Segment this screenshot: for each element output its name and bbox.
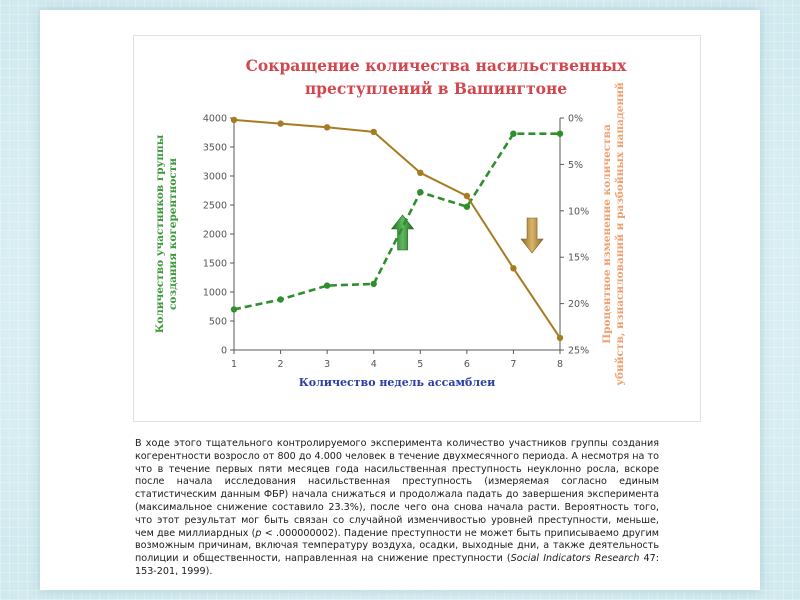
- right-y-tick-label: 25%: [568, 345, 590, 357]
- caption-paragraph: [135, 438, 659, 579]
- right-y-tick-label: 20%: [568, 299, 590, 311]
- data-point-participants: [557, 131, 563, 137]
- caption-journal: Social Indicators Research: [510, 553, 640, 565]
- data-point-participants: [417, 189, 423, 195]
- left-y-tick-label: 3500: [202, 142, 227, 154]
- data-point-crime-change: [277, 120, 283, 126]
- right-y-ticks: [560, 114, 589, 357]
- left-y-tick-label: 0: [220, 345, 227, 357]
- right-y-tick-label: 15%: [568, 252, 590, 264]
- data-point-participants: [464, 204, 470, 210]
- left-y-tick-label: 1500: [202, 258, 227, 270]
- x-ticks: [231, 350, 563, 370]
- left-y-label-line-2: создания когерентности: [167, 157, 179, 311]
- series-line-participants: [234, 134, 560, 310]
- right-y-tick-label: 5%: [568, 159, 584, 171]
- data-point-participants: [231, 306, 237, 312]
- x-tick-label: 3: [324, 359, 331, 370]
- left-y-tick-label: 2500: [202, 200, 227, 212]
- left-y-tick-label: 3000: [202, 171, 227, 183]
- data-point-participants: [510, 131, 516, 137]
- data-point-crime-change: [557, 335, 563, 341]
- left-y-label-group: [154, 134, 179, 333]
- left-y-tick-label: 1000: [202, 287, 227, 299]
- data-point-participants: [277, 296, 283, 302]
- chart-title-line-1: Сокращение количества насильственных: [245, 56, 627, 75]
- caption-text-1: В ходе этого тщательного контролируемого эксперимента количество участников группы создания когерентности возросло от 800 до 4.000 человек в течение двухмесячного периода. А несмотря на то что в течение первых пяти месяцев года насильственная преступность неуклонно росла, вскоре после начала исследования насильственная преступность (измеряемая согласно единым статистическим данным ФБР) начала снижаться и продолжала падать до завершения эксперимента (максимальное снижение составило 23.3%), после чего она снова начала расти. Вероятность того, что этот результат мог быть связан со случайной изменчивостью уровней преступности, меньше, чем две миллиардных (: [135, 438, 659, 539]
- data-point-participants: [371, 281, 377, 287]
- x-tick-label: 4: [370, 359, 377, 370]
- right-y-tick-label: 10%: [568, 206, 590, 218]
- down-arrow-icon: [521, 218, 543, 253]
- data-point-crime-change: [231, 117, 237, 123]
- chart-title-line-2: преступлений в Вашингтоне: [304, 79, 568, 98]
- chart-container: [133, 35, 701, 422]
- data-point-crime-change: [510, 265, 516, 271]
- caption-text-2: < .000000002). Падение преступности не может быть приписываемо другим возможным причинам, включая температуру воздуха, осадки, выходные дни, а также деятельность полиции и общественности, направленная на снижение преступности (: [135, 527, 659, 565]
- x-tick-label: 2: [277, 359, 284, 370]
- x-tick-label: 5: [417, 359, 424, 370]
- left-y-tick-label: 500: [208, 316, 227, 328]
- slide: [40, 10, 760, 590]
- caption-citation-tail: 47: 153-201, 1999).: [135, 553, 659, 577]
- left-y-tick-label: 4000: [202, 113, 227, 125]
- trend-arrows: [392, 215, 543, 253]
- data-point-crime-change: [324, 124, 330, 130]
- x-tick-label: 7: [510, 359, 517, 370]
- right-y-label-line-2: убийств, изнасилований и разбойных нападений: [614, 82, 626, 386]
- x-axis-label: Количество недель ассамблеи: [298, 376, 496, 389]
- x-tick-label: 6: [463, 359, 470, 370]
- right-y-label-line-1: Процентное изменение количества: [601, 124, 613, 344]
- right-y-label-group: [601, 82, 626, 386]
- left-y-ticks: [203, 114, 234, 357]
- right-y-tick-label: 0%: [568, 113, 584, 125]
- left-y-label-line-1: Количество участников группы: [154, 134, 166, 334]
- data-point-participants: [324, 282, 330, 288]
- data-point-crime-change: [371, 129, 377, 135]
- x-tick-label: 1: [230, 359, 238, 370]
- data-point-crime-change: [417, 170, 423, 176]
- chart: [134, 36, 700, 421]
- x-tick-label: 8: [556, 359, 564, 370]
- caption-p-symbol: p: [255, 527, 262, 539]
- left-y-tick-label: 2000: [202, 229, 227, 241]
- data-point-crime-change: [464, 193, 470, 199]
